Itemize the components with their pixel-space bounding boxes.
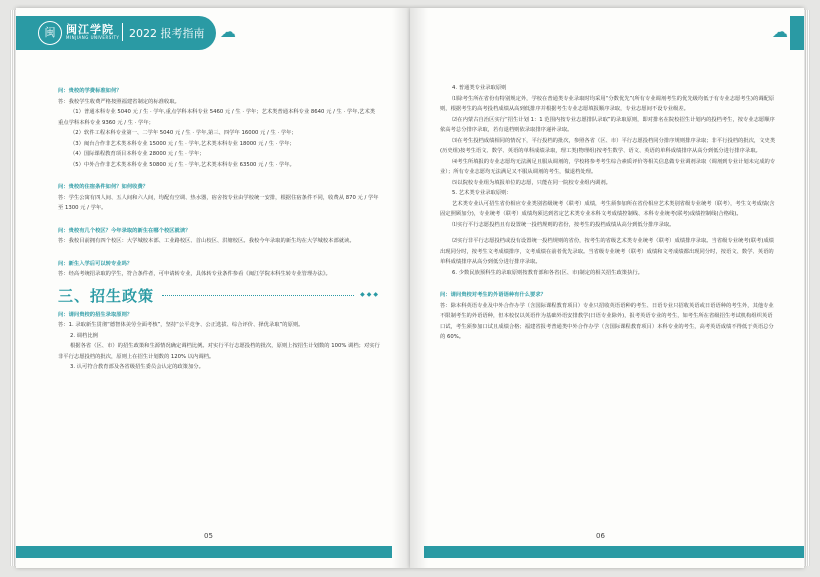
paragraph: ⑴除考生所在省份有特别规定外，学校在普通类专业录取时均采用“分数优先”(所有专业调剂考生的优先级均低于有专业志愿考生)的调配原则，根据考生的高考投档成绩从高到低排序并根据考生专业志愿填报顺序录取，专业志愿间不设专业级差。 — [440, 95, 775, 112]
paragraph: 6. 少数民族预科生的录取原则按教育部和各省(区、市)制定的相关招生政策执行。 — [452, 269, 643, 276]
question: 问：贵校的住宿条件如何？如何收费？ — [58, 184, 149, 190]
paragraph: （4）国际课程教育项目本科专业 28000 元 / 生 · 学年； — [70, 151, 205, 157]
section-divider-line — [162, 295, 354, 296]
answer: 答：学生公寓有四人间、五人间和六人间，均配有空调、热水器，宿舍按专业由学校统一安排，根据住宿条件不同，收费从 870 元 / 学年至 1300 元 / 学年。 — [58, 194, 379, 211]
section-title: 三、招生政策 — [58, 286, 155, 305]
cloud-ornament-icon: ☁ — [220, 22, 236, 41]
paragraph: ⑶在考生投档成绩相同的情况下，平行投档的批次，参照各省（区、市）平行志愿投档同分排序规则排序录取；非平行投档的批次，文史类(历史组)按考生语文、数学、英语的单科成绩录取，理工类(物理组)按考生数学、语文、英语的单科成绩排序从高分到低分进行排序录取。 — [440, 137, 776, 154]
answer: 答：经高考统招录取的学生，符合条件者，可申请转专业，具体转专业条件参看《闽江学院本科生转专业管理办法》。 — [58, 271, 331, 277]
guide-title: 2022 报考指南 — [129, 27, 205, 40]
spine-shadow — [392, 8, 410, 568]
answer: 答：除本科英语专业及中外合作办学（含国际课程教育项目）专业只招收英语语种的考生、日语专业只招收英语或日语语种的考生外，其他专业不限制考生的外语语种，但本校仅以英语作为基础外语安排教学(日语专业除外)，报考英语专业的考生，如考生所在省级招生考试机构组织英语口试，考生须参加口试且成绩合格；福建省报考普通类中外合作办学（含国际课程教育项目）本科专业的考生，高考英语成绩不得低于英语总分的 60%。 — [440, 302, 774, 340]
page-number: 05 — [204, 532, 213, 540]
footer-band — [16, 546, 392, 558]
header-band — [790, 16, 804, 50]
answer: 答：我校学生收费严格按照福建省制定的标准收取。 — [58, 98, 180, 105]
paragraph: ⑵在内蒙古自治区实行“招生计划 1：1 范围内按专业志愿排队录取”的录取原则，即对排名在院校招生计划内的投档考生，按专业志愿顺序依高考总分排序录取，若有退档则依录取排序递补录取。 — [440, 116, 775, 133]
spine-shadow — [410, 8, 428, 568]
page-number: 06 — [596, 532, 605, 540]
spacer — [58, 247, 380, 259]
spacer — [58, 170, 380, 182]
question: 问：新生入学后可以转专业吗？ — [58, 260, 133, 267]
question: 问：贵校的学费标准如何？ — [58, 88, 122, 94]
left-page-content — [58, 86, 380, 373]
paragraph: （2）软件工程本科专业第一、二学年 5040 元 / 生 · 学年,第三、四学年 16000 元 / 生 · 学年； — [70, 130, 297, 136]
paragraph: 艺术类专业认可招生省份相应专业类别省级统考（联考）成绩，考生须参加所在省份相应艺术类别省级专业统考（联考），考生文考成绩(含固定照顾加分)，专业统考（联考）成绩均须达到省定艺术类专业本科文考成绩控制线、本科专业统考(联考)成绩控制线(合格线)。 — [440, 200, 775, 217]
footer-band — [424, 546, 804, 558]
paragraph: （3）闽台合作非艺术类本科专业 15000 元 / 生 · 学年,艺术类本科专业 18000 元 / 生 · 学年； — [70, 140, 295, 147]
answer: 答：1. 录取新生贯彻“德智体美劳全面考核”，坚持“公平竞争、公正选拔、综合评价、择优录取”的原则。 — [58, 322, 304, 328]
paragraph: ⑵实行非平行志愿投档或没有设置统一投档规则的省份，按考生的省级艺术类专业统考（联考）成绩排序录取。当省级专业统考(联考)成绩出现同分时，按考生文考成绩排序，文考成绩在前者优先录取。当省级专业统考（联考）成绩和文考成绩都出现同分时，按语文、数学、英语的单科成绩排序从高分到低分进行排序录取。 — [440, 238, 774, 265]
paragraph: 2. 调档比例 — [70, 332, 98, 339]
header-divider — [122, 23, 123, 41]
right-page-content — [440, 83, 776, 343]
paragraph: 根据各省（区、市）的招生政策和生源情况确定调档比例。对实行平行志愿投档的批次，原则上按招生计划数的 100% 调档；对实行非平行志愿投档的批次，原则上在招生计划数的 120% 以内调档。 — [58, 343, 380, 360]
question: 问：请问贵校的招生录取原则？ — [58, 311, 133, 318]
paragraph: （1）普通本科专业 5040 元 / 生 · 学年,重点学科本科专业 5460 元 / 生 · 学年；艺术类普通本科专业 8640 元 / 生 · 学年,艺术类重点学科本科专业 9360 元 / 生 · 学年； — [58, 109, 376, 126]
question: 问：请问贵校对考生的外语语种有什么要求？ — [440, 292, 546, 298]
paragraph: （5）中外合作非艺术类本科专业 50800 元 / 生 · 学年,艺术类本科专业 63500 元 / 生 · 学年。 — [70, 161, 295, 168]
right-page — [410, 8, 804, 568]
spacer — [440, 278, 776, 290]
section-heading — [58, 286, 380, 306]
paragraph: ⑸以院校专业组为填报单位的志愿，只能在同一院校专业组内调剂。 — [452, 179, 611, 186]
paragraph: 5. 艺术类专业录取原则： — [452, 190, 512, 196]
spacer — [58, 214, 380, 226]
brand-name-en: MINJIANG UNIVERSITY — [66, 35, 120, 40]
section-ornament-icon: ◆◆◆ — [360, 291, 380, 299]
paragraph: ⑴实行平行志愿投档且有设置统一投档规则的省份，按考生的投档成绩从高分到低分排序录取。 — [452, 221, 675, 228]
brand-name-cn: 闽江学院 — [66, 23, 114, 36]
paragraph: ⑷考生所填报的专业志愿均无法满足且服从调剂的，学校将参考考生综合素质评价等相关信息做专业调剂录取（调剂到专业计划未完成的专业）；所有专业志愿均无法满足又不服从调剂的考生，做退档处理。 — [440, 158, 776, 175]
university-logo: 闽 — [38, 21, 62, 45]
answer: 答：我校目前拥有四个校区：大学城校本部、工业路校区、首山校区、洪塘校区。我校今年录取的新生均在大学城校本部就读。 — [58, 238, 355, 244]
paragraph: 4. 普通类专业录取原则 — [452, 85, 507, 91]
question: 问：贵校有几个校区？今年录取的新生在哪个校区就读？ — [58, 227, 191, 234]
cloud-ornament-icon: ☁ — [772, 22, 788, 41]
page-stack-right-edge — [804, 10, 810, 566]
left-page — [16, 8, 410, 568]
paragraph: 3. 认可符合教育部及各省级招生委员会认定的政策加分。 — [70, 364, 204, 370]
